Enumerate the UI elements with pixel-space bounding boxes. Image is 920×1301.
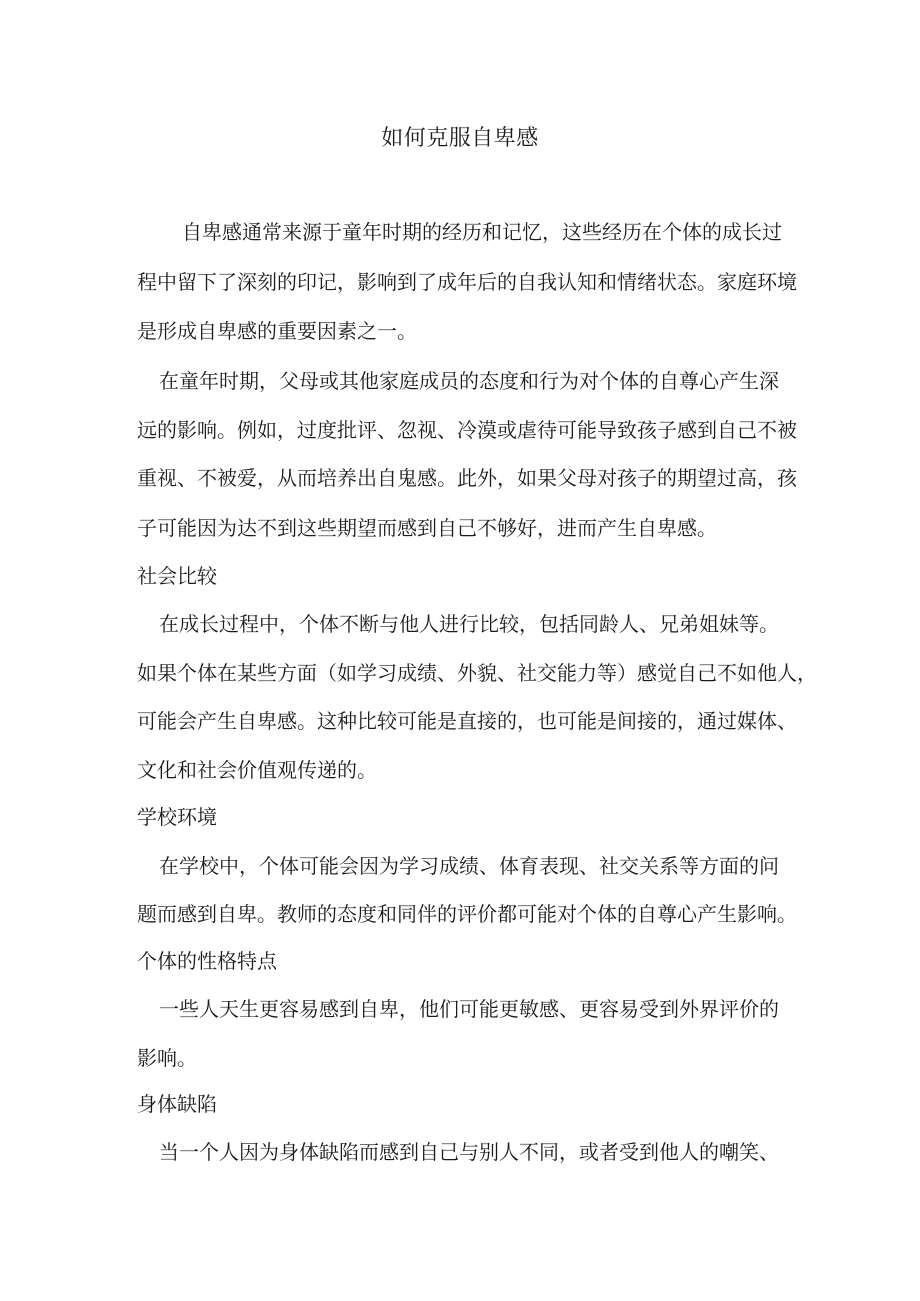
paragraph-line: 可能会产生自卑感。这种比较可能是直接的，也可能是间接的，通过媒体、 bbox=[137, 709, 797, 733]
paragraph-line: 重视、不被爱，从而培养出自鬼感。此外，如果父母对孩子的期望过高，孩 bbox=[137, 466, 797, 490]
section-heading-school: 学校环境 bbox=[137, 805, 217, 829]
document-title: 如何克服自卑感 bbox=[381, 126, 539, 151]
paragraph-line: 一些人天生更容易感到自卑，他们可能更敏感、更容易受到外界评价的 bbox=[159, 997, 779, 1021]
paragraph-line: 在学校中，个体可能会因为学习成绩、体育表现、社交关系等方面的问 bbox=[159, 854, 779, 878]
paragraph-line: 是形成自卑感的重要因素之一。 bbox=[137, 319, 417, 343]
paragraph-line: 在童年时期，父母或其他家庭成员的态度和行为对个体的自尊心产生深 bbox=[159, 369, 779, 393]
section-heading-social: 社会比较 bbox=[137, 564, 217, 588]
section-heading-personality: 个体的性格特点 bbox=[137, 949, 277, 973]
paragraph-line: 题而感到自卑。教师的态度和同伴的评价都可能对个体的自尊心产生影响。 bbox=[137, 902, 797, 926]
paragraph-line: 自卑感通常来源于童年时期的经历和记忆，这些经历在个体的成长过 bbox=[182, 220, 782, 244]
paragraph-line: 程中留下了深刻的印记，影响到了成年后的自我认知和情绪状态。家庭环境 bbox=[137, 270, 797, 294]
paragraph-line: 远的影响。例如，过度批评、忽视、冷漠或虐待可能导致孩子感到自己不被 bbox=[137, 418, 797, 442]
section-heading-body: 身体缺陷 bbox=[137, 1092, 217, 1116]
paragraph-line: 如果个体在某些方面（如学习成绩、外貌、社交能力等）感觉自己不如他人， bbox=[137, 661, 817, 685]
paragraph-line: 在成长过程中，个体不断与他人进行比较，包括同龄人、兄弟姐妹等。 bbox=[159, 612, 779, 636]
paragraph-line: 当一个人因为身体缺陷而感到自己与别人不同，或者受到他人的嘲笑、 bbox=[159, 1140, 779, 1164]
paragraph-line: 文化和社会价值观传递的。 bbox=[137, 758, 377, 782]
paragraph-line: 影响。 bbox=[137, 1046, 197, 1070]
paragraph-line: 子可能因为达不到这些期望而感到自己不够好，进而产生自卑感。 bbox=[137, 516, 717, 540]
